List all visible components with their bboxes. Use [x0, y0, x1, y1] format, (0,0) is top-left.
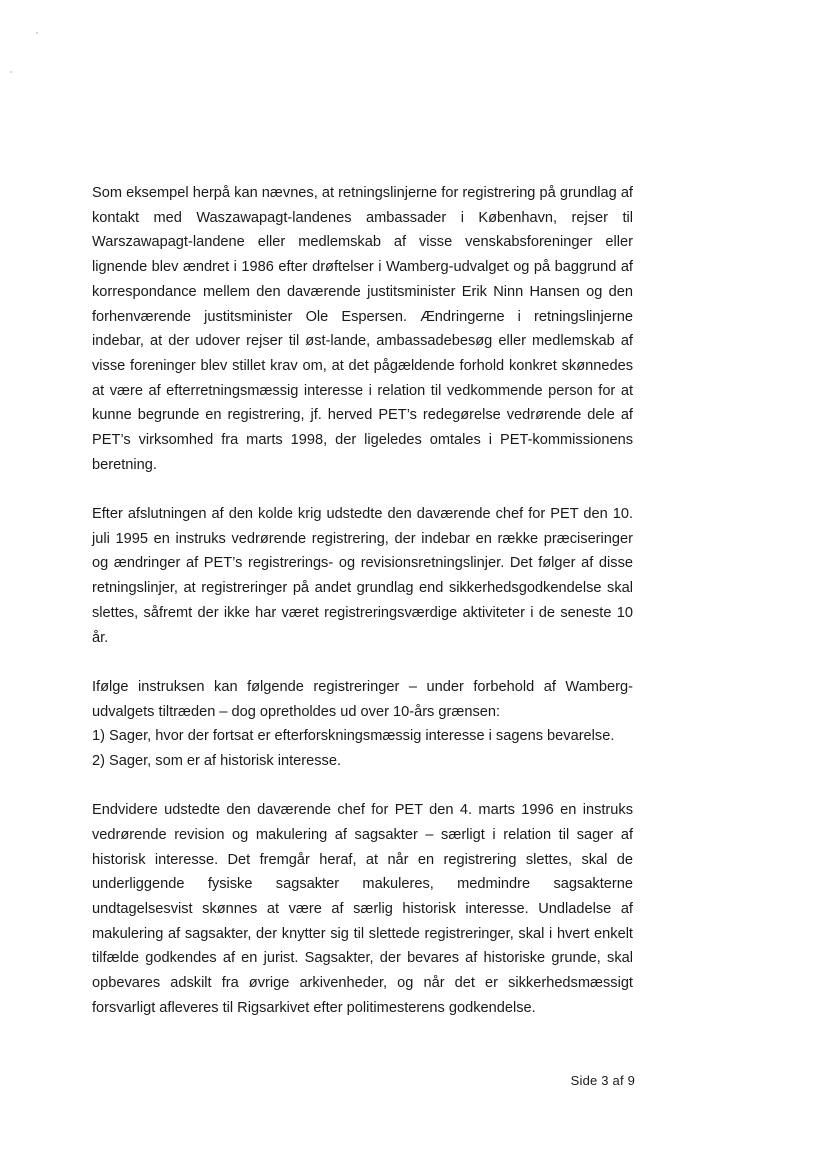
paragraph-instruction-intro: Ifølge instruksen kan følgende registreringer – under forbehold af Wamberg-udvalgets tiltræden – dog opretholdes ud over 10-års grænsen: — [92, 678, 633, 720]
document-body — [92, 181, 633, 1021]
paragraph-cold-war-instruction: Efter afslutningen af den kolde krig udstedte den daværende chef for PET den 10. juli 1995 en instruks vedrørende registrering, der indebar en række præciseringer og ændringer af PET’s registrerings- og revisionsretningslinjer. Det følger af disse retningslinjer, at registreringer på andet grundlag end sikkerhedsgodkendelse skal slettes, såfremt der ikke har været registreringsværdige aktiviteter i de seneste 10 år. — [92, 506, 633, 646]
list-item: 1) Sager, hvor der fortsat er efterforskningsmæssig interesse i sagens bevarelse. — [92, 728, 615, 745]
list-item: 2) Sager, som er af historisk interesse. — [92, 752, 342, 769]
page-number: Side 3 af 9 — [570, 1073, 635, 1088]
paragraph-registration-examples: Som eksempel herpå kan nævnes, at retningslinjerne for registrering på grundlag af kontakt med Waszawapagt-landenes ambassader i København, rejser til Warszawapagt-landene eller medlemskab af visse venskabsforeninger eller lignende blev ændret i 1986 efter drøftelser i Wamberg-udvalget og på baggrund af korrespondance mellem den daværende justitsminister Erik Ninn Hansen og den forhenværende justitsminister Ole Espersen. Ændringerne i retningslinjerne indebar, at der udover rejser til øst-lande, ambassadebesøg eller medlemskab af visse foreninger blev stillet krav om, at det pågældende forhold konkret skønnedes at være af efterretningsmæssig interesse i relation til vedkommende person for at kunne begrunde en registrering, jf. herved PET’s redegørelse vedrørende dele af PET’s virksomhed fra marts 1998, der ligeledes omtales i PET-kommissionens beretning. — [92, 185, 633, 473]
retention-exceptions — [92, 675, 633, 774]
scan-speck — [36, 32, 38, 34]
scan-speck — [10, 71, 12, 73]
paragraph-revision-shredding: Endvidere udstedte den daværende chef for PET den 4. marts 1996 en instruks vedrørende revision og makulering af sagsakter – særligt i relation til sager af historisk interesse. Det fremgår heraf, at når en registrering slettes, skal de underliggende fysiske sagsakter makuleres, medmindre sagsakterne undtagelsesvist skønnes at være af særlig historisk interesse. Undladelse af makulering af sagsakter, der knytter sig til slettede registreringer, skal i hvert enkelt tilfælde godkendes af en jurist. Sagsakter, der bevares af historiske grunde, skal opbevares adskilt fra øvrige arkivenheder, og når det er sikkerhedsmæssigt forsvarligt afleveres til Rigsarkivet efter politimesterens godkendelse. — [92, 802, 633, 1016]
